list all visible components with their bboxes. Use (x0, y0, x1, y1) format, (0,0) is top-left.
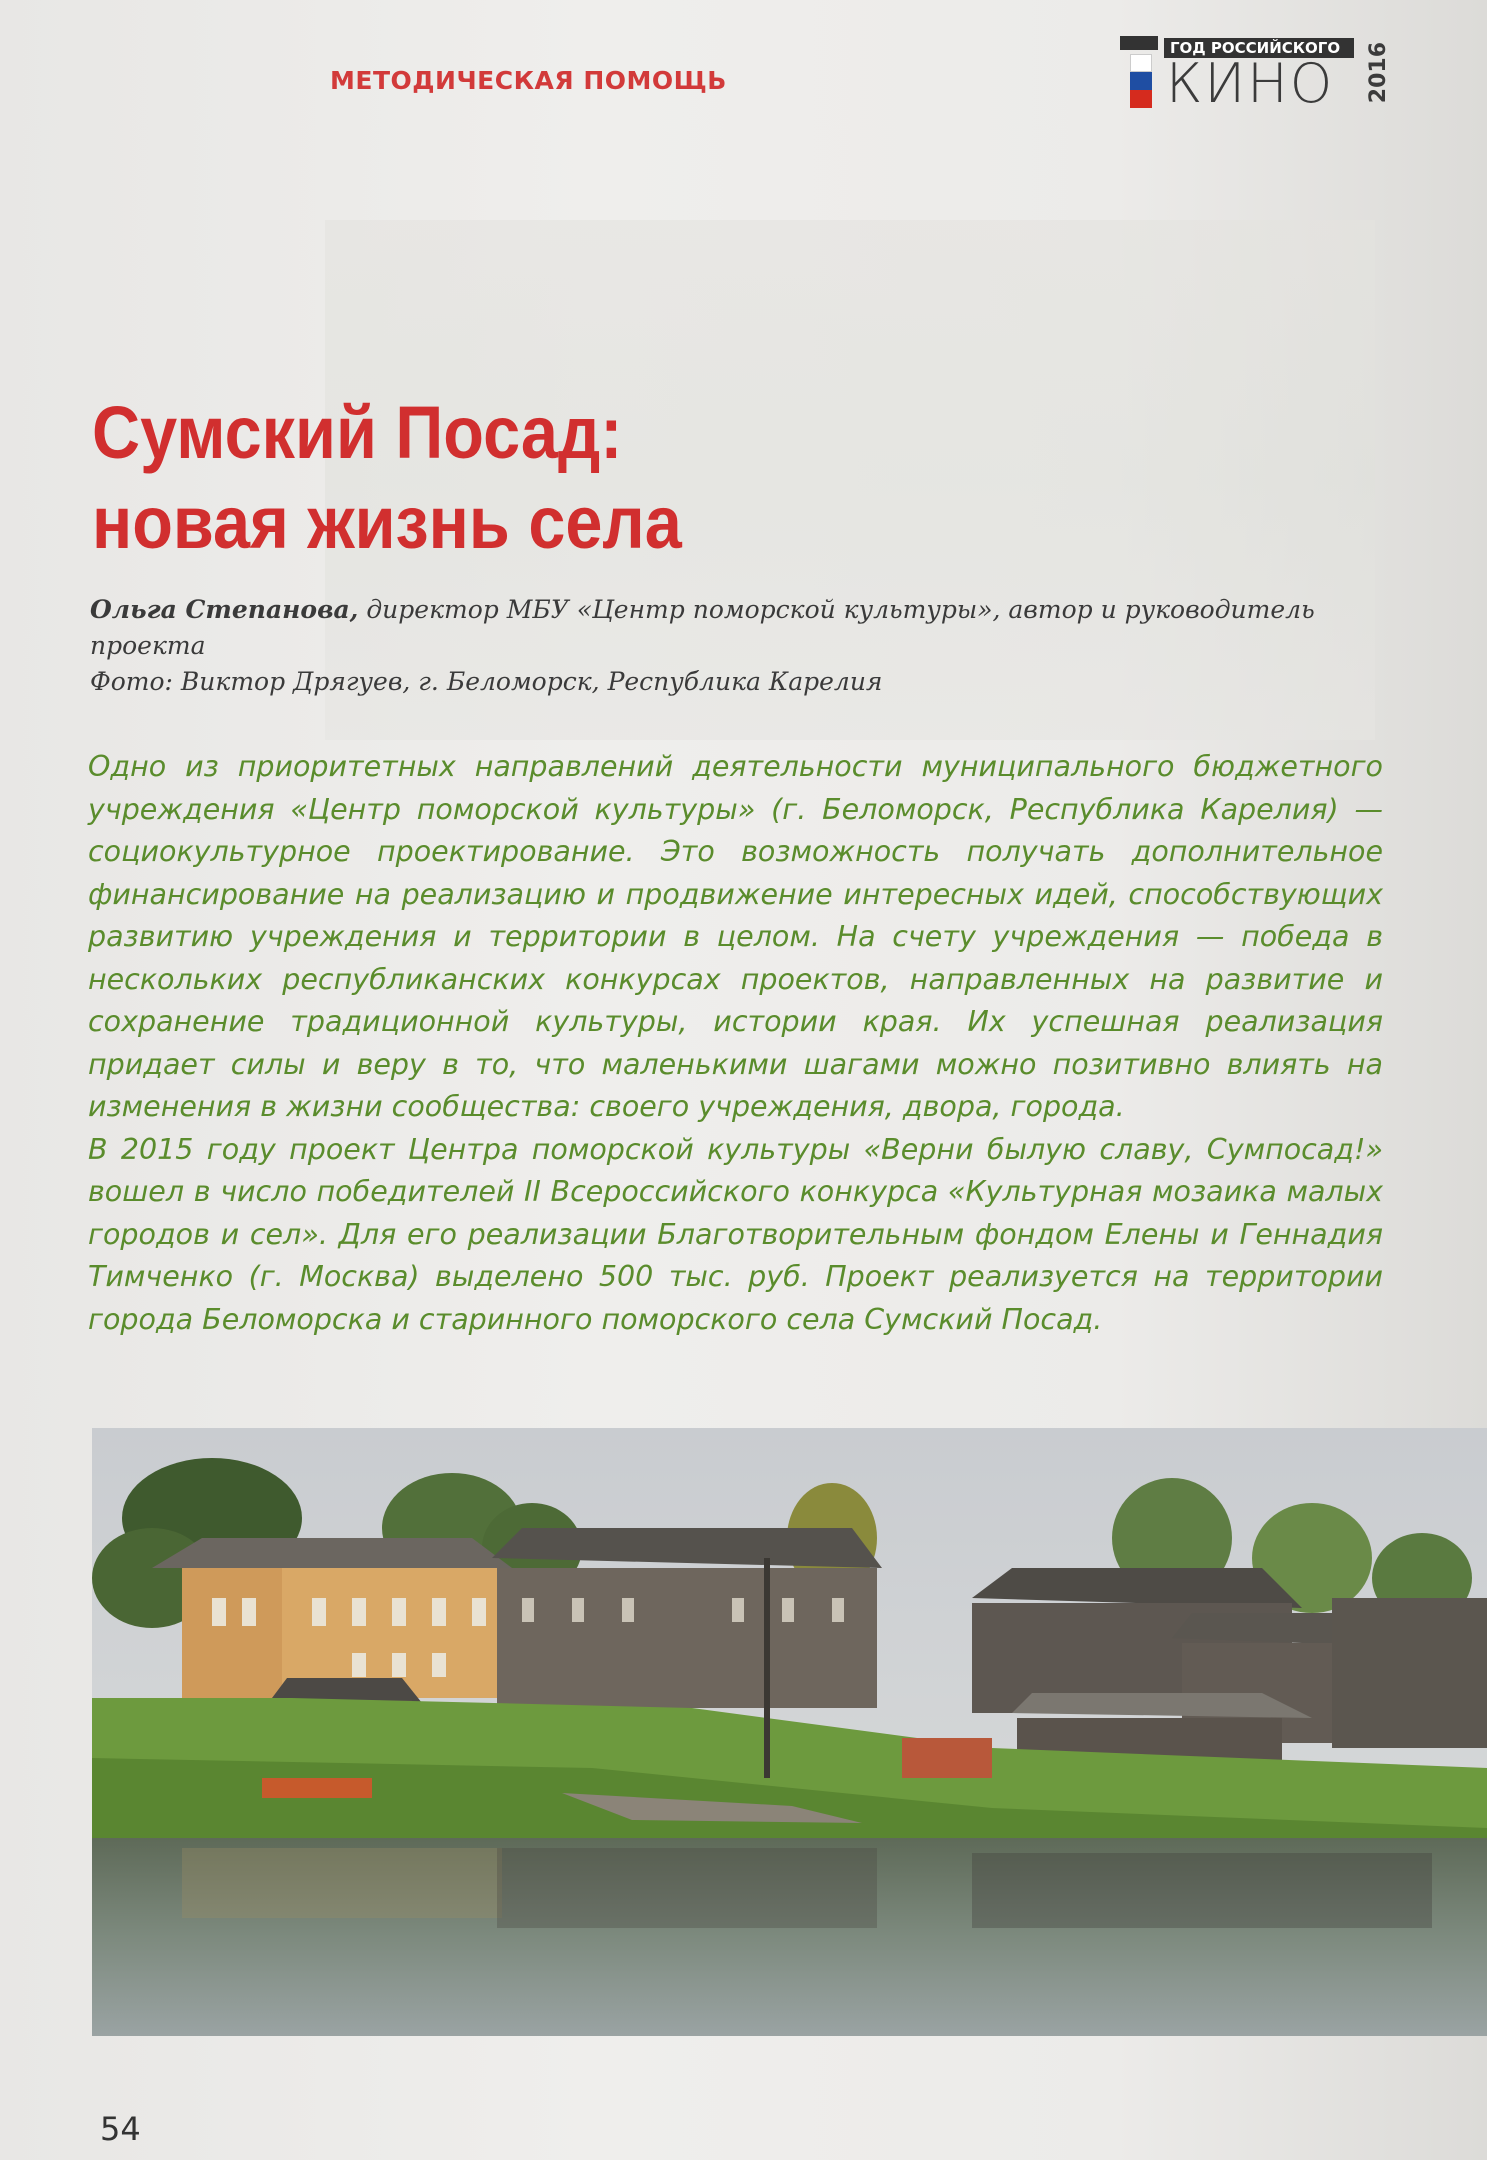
article-byline (90, 592, 1380, 700)
title-line-2: новая жизнь села (92, 481, 682, 564)
village-photo (92, 1428, 1487, 2036)
photo-credit: Фото: Виктор Дрягуев, г. Беломорск, Республика Карелия (90, 667, 883, 696)
logo-year: 2016 (1366, 42, 1391, 104)
title-line-1: Сумский Посад: (92, 391, 623, 474)
section-label: МЕТОДИЧЕСКАЯ ПОМОЩЬ (330, 66, 727, 95)
author-line (90, 592, 1380, 664)
article-title (92, 388, 902, 568)
logo-bar (1120, 36, 1158, 50)
logo-big-text: КИНО (1166, 52, 1335, 115)
lead-paragraph-2: В 2015 году проект Центра поморской культуры «Верни былую славу, Сумпосад!» вошел в число победителей II Всероссийского конкурса «Культурная мозаика малых городов и сел». Для его реализации Благотворительным фондом Елены и Геннадия Тимченко (г. Москва) выделено 500 тыс. руб. Проект реализуется на территории города Беломорска и старинного поморского села Сумский Посад. (88, 1132, 1383, 1336)
author-name: Ольга Степанова, (90, 595, 359, 624)
russian-flag-icon (1130, 54, 1152, 108)
lead-text (88, 746, 1383, 1341)
page-number: 54 (100, 2110, 141, 2148)
year-of-cinema-logo (1120, 36, 1390, 116)
author-role: директор МБУ «Центр поморской культуры», автор и руководитель проекта (90, 595, 1315, 660)
logo-small-text: ГОД РОССИЙСКОГО (1164, 38, 1354, 58)
lead-paragraph-1: Одно из приоритетных направлений деятельности муниципального бюджетного учреждения «Центр поморской культуры» (г. Беломорск, Республика Карелия) — социокультурное проектирование. Это возможность получать дополнительное финансирование на реализацию и продвижение интересных идей, способствующих развитию учреждения и территории в целом. На счету учреждения — победа в нескольких республиканских конкурсах проектов, направленных на развитие и сохранение традиционной культуры, истории края. Их успешная реализация придает силы и веру в то, что маленькими шагами можно позитивно влиять на изменения в жизни сообщества: своего учреждения, двора, города. (88, 750, 1383, 1123)
